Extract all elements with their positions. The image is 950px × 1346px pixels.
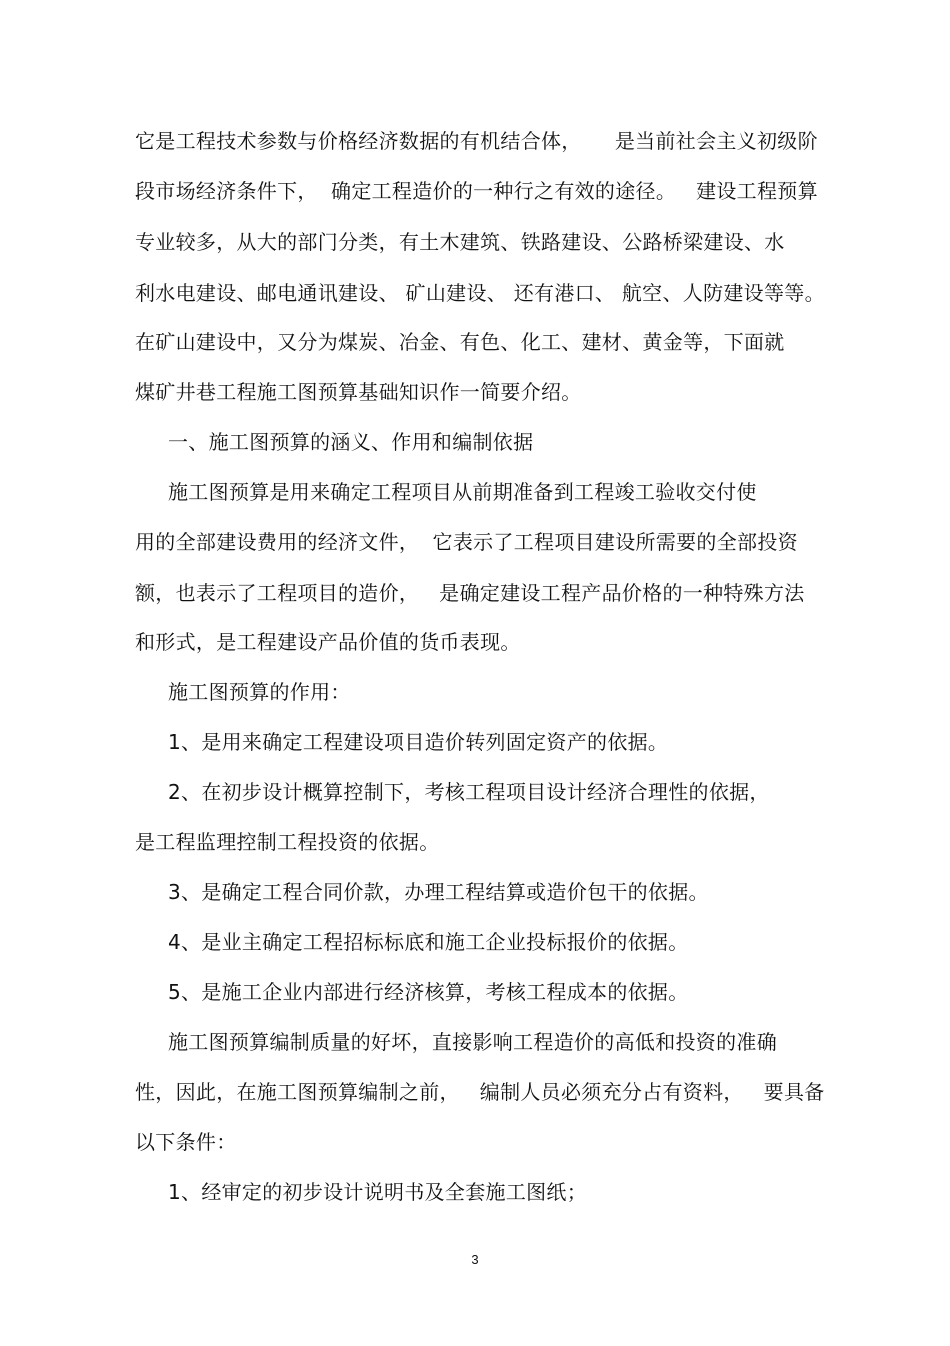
list-item: 3、是确定工程合同价款，办理工程结算或造价包干的依据。	[168, 880, 709, 904]
list-item: 5、是施工企业内部进行经济核算，考核工程成本的依据。	[168, 980, 689, 1004]
text-line: 施工图预算的作用：	[168, 680, 351, 704]
text-line: 段市场经济条件下， 确定工程造价的一种行之有效的途径。 建设工程预算	[135, 179, 818, 203]
list-item: 1、经审定的初步设计说明书及全套施工图纸；	[168, 1180, 588, 1204]
text-line: 施工图预算是用来确定工程项目从前期准备到工程竣工验收交付使	[168, 480, 757, 504]
text-line: 利水电建设、邮电通讯建设、 矿山建设、 还有港口、 航空、人防建设等等。	[135, 281, 825, 305]
list-item: 4、是业主确定工程招标标底和施工企业投标报价的依据。	[168, 930, 689, 954]
text-line: 它是工程技术参数与价格经济数据的有机结合体， 是当前社会主义初级阶	[135, 129, 818, 153]
list-item: 2、在初步设计概算控制下，考核工程项目设计经济合理性的依据，	[168, 780, 770, 804]
page-number: 3	[471, 1252, 479, 1267]
text-line: 在矿山建设中，又分为煤炭、冶金、有色、化工、建材、黄金等，下面就	[135, 330, 785, 354]
text-line: 施工图预算编制质量的好坏，直接影响工程造价的高低和投资的准确	[168, 1030, 777, 1054]
text-line: 专业较多，从大的部门分类，有土木建筑、铁路建设、公路桥梁建设、水	[135, 230, 785, 254]
text-line: 额，也表示了工程项目的造价， 是确定建设工程产品价格的一种特殊方法	[135, 581, 805, 605]
text-line: 用的全部建设费用的经济文件， 它表示了工程项目建设所需要的全部投资	[135, 530, 798, 554]
text-line: 和形式，是工程建设产品价值的货币表现。	[135, 630, 521, 654]
section-heading: 一、施工图预算的涵义、作用和编制依据	[168, 430, 534, 454]
list-item-continuation: 是工程监理控制工程投资的依据。	[135, 830, 440, 854]
text-line: 煤矿井巷工程施工图预算基础知识作一简要介绍。	[135, 380, 582, 404]
text-line: 以下条件：	[135, 1130, 237, 1154]
text-line: 性，因此，在施工图预算编制之前， 编制人员必须充分占有资料， 要具备	[135, 1080, 825, 1104]
list-item: 1、是用来确定工程建设项目造价转列固定资产的依据。	[168, 730, 669, 754]
